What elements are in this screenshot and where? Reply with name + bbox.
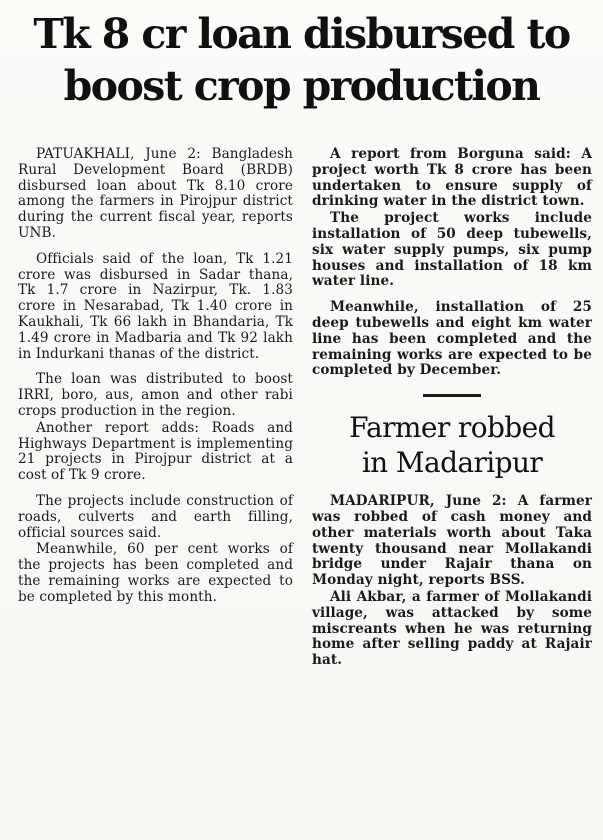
right-column bbox=[312, 147, 592, 669]
paragraph-loan-breakdown: Officials said of the loan, Tk 1.21 crore was disbursed in Sadar thana, Tk 1.7 crore in Nazirpur, Tk. 1.83 crore in Nesarabad, Tk 1.40 crore in Kaukhali, Tk 66 lakh in Bhandaria, Tk 1.49 crore in Madbaria and Tk 92 lakh in Indurkani thanas of the district. bbox=[18, 250, 293, 362]
main-headline-line-2: boost crop production bbox=[63, 62, 540, 110]
paragraph-madaripur-dateline: MADARIPUR, June 2: A farmer was robbed of cash money and other materials worth about Taka twenty thousand near Mollakandi bridge under Rajair thana on Monday night, reports BSS. bbox=[312, 493, 592, 589]
paragraph-loan-purpose: The loan was distributed to boost IRRI, boro, aus, amon and other rabi crops production in the region. bbox=[18, 371, 293, 419]
second-headline-line-1: Farmer robbed bbox=[349, 411, 555, 445]
paragraph-project-works: The project works include installation of 50 deep tubewells, six water supply pumps, six pump houses and installation of 18 km water line. bbox=[312, 210, 592, 290]
paragraph-dateline: PATUAKHALI, June 2: Bangladesh Rural Development Board (BRDB) disbursed loan about Tk 8.10 crore among the farmers in Pirojpur district during the current fiscal year, reports UNB. bbox=[18, 146, 293, 241]
paragraph-projects-progress: Meanwhile, 60 per cent works of the projects has been completed and the remaining works are expected to be completed by this month. bbox=[18, 541, 293, 605]
paragraph-installation-progress: Meanwhile, installation of 25 deep tubewells and eight km water line has been completed and the remaining works are expected to be completed by December. bbox=[312, 299, 592, 379]
paragraph-borguna-report: A report from Borguna said: A project worth Tk 8 crore has been undertaken to ensure supply of drinking water in the district town. bbox=[312, 146, 592, 210]
main-headline-line-1: Tk 8 cr loan disbursed to bbox=[33, 10, 570, 58]
left-column bbox=[18, 147, 293, 606]
second-headline bbox=[312, 410, 592, 480]
article-divider bbox=[423, 394, 481, 397]
paragraph-roads-projects: Another report adds: Roads and Highways Department is implementing 21 projects in Pirojpur district at a cost of Tk 9 crore. bbox=[18, 419, 293, 484]
paragraph-projects-include: The projects include construction of roads, culverts and earth filling, official sources said. bbox=[18, 492, 293, 541]
main-headline bbox=[0, 8, 603, 112]
paragraph-ali-akbar: Ali Akbar, a farmer of Mollakandi village, was attacked by some miscreants when he was returning home after selling paddy at Rajair hat. bbox=[312, 588, 592, 669]
second-headline-line-2: in Madaripur bbox=[361, 446, 543, 480]
